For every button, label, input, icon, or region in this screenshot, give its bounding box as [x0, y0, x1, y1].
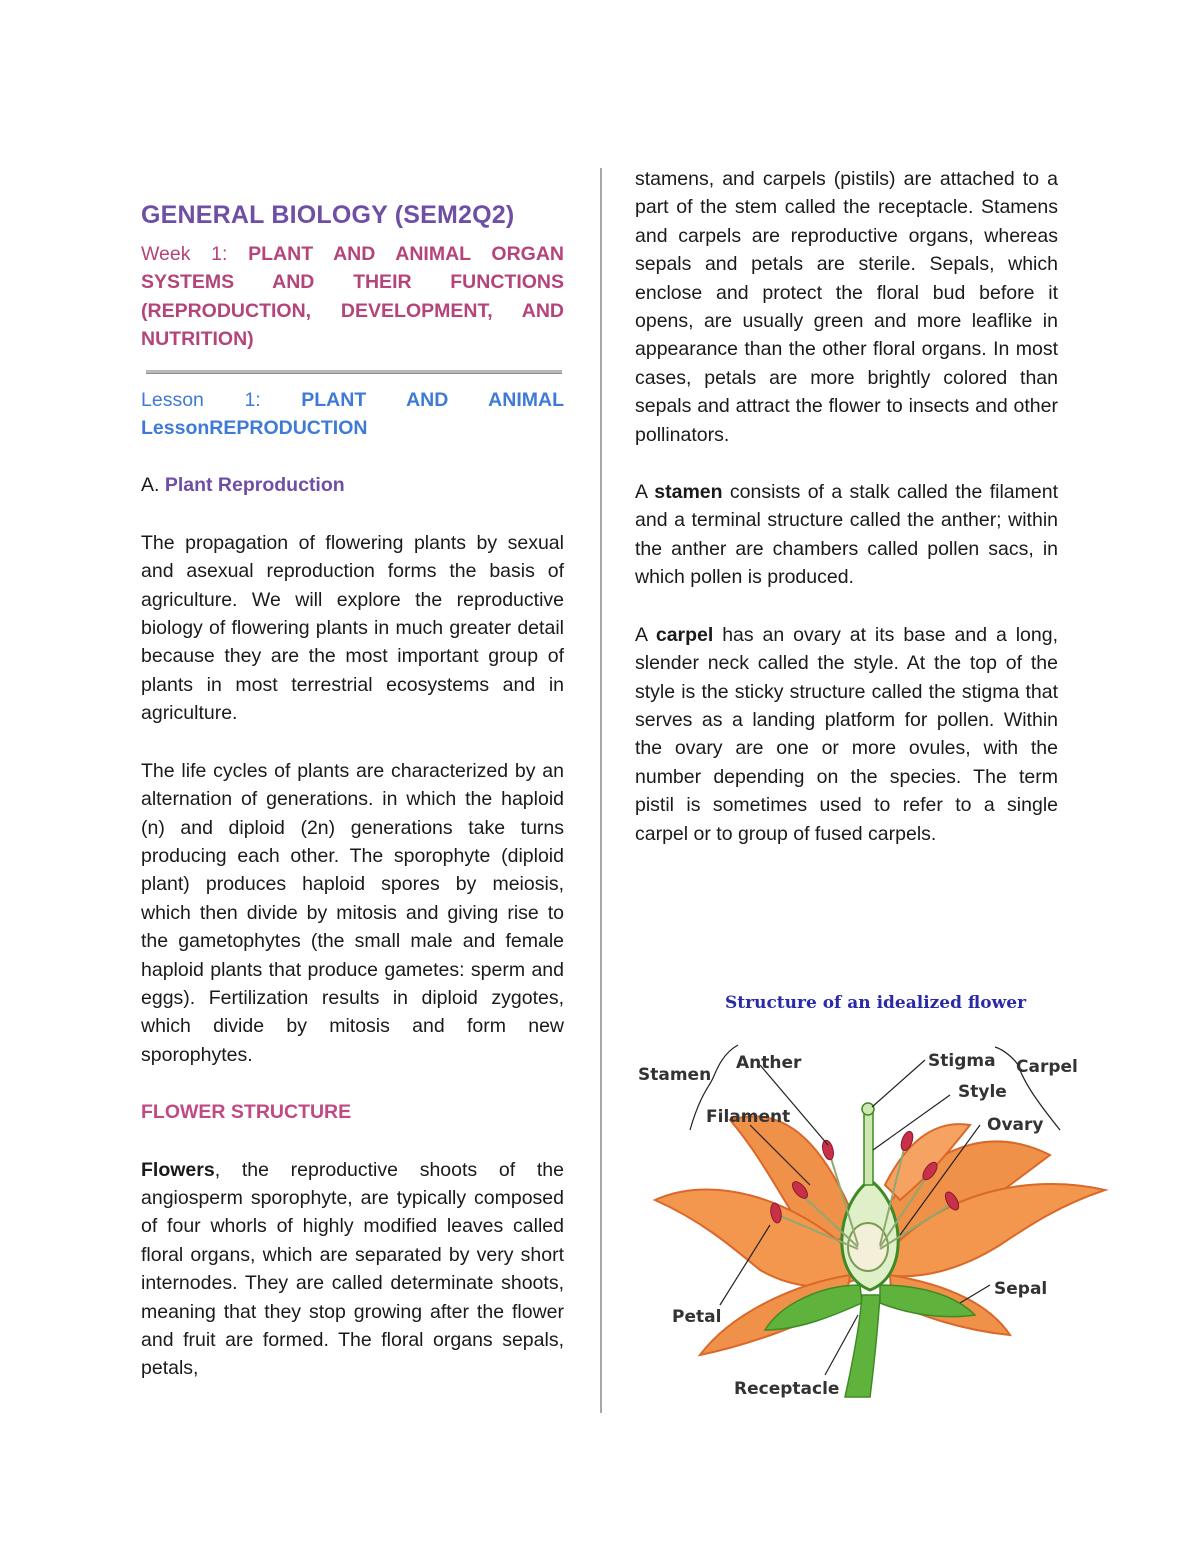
label-stigma: Stigma [928, 1051, 996, 1071]
week-heading [141, 240, 564, 354]
lesson-prefix: Lesson 1: [141, 388, 302, 411]
carpel-prefix: A [635, 623, 656, 646]
horizontal-rule [146, 370, 562, 374]
label-filament: Filament [706, 1107, 791, 1127]
paragraph-floral-organs: stamens, and carpels (pistils) are attached to a part of the stem called the receptacle. Stamens and carpels are reproductive organs, whereas sepals and petals are sterile. Sepals, which enclose and protect the floral bud before it opens, are usually green and more leaflike in appearance than the other floral organs. In most cases, petals are more brightly colored than sepals and attract the flower to insects and other pollinators. [635, 168, 1058, 446]
section-a-heading [141, 471, 564, 499]
flower-illustration [630, 985, 1110, 1405]
column-divider [600, 168, 602, 1413]
stigma [862, 1103, 874, 1115]
label-stamen: Stamen [638, 1065, 712, 1085]
paragraph-carpel [635, 621, 1058, 848]
section-a-prefix: A. [141, 474, 165, 497]
flowers-text: , the reproductive shoots of the angiosperm sporophyte, are typically composed of four whorls of highly modified leaves called floral organs, which are separated by very short internodes. They are called determinate shoots, meaning that they stop growing after the flower and fruit are formed. The floral organs sepals, petals, [141, 1158, 564, 1380]
flower-structure-heading: FLOWER STRUCTURE [141, 1101, 352, 1124]
label-petal: Petal [672, 1307, 722, 1327]
stamen-term: stamen [654, 481, 723, 504]
carpel-text: has an ovary at its base and a long, slender neck called the style. At the top of the style is the sticky structure called the stigma that serves as a landing platform for pollen. Within the ovary are one or more ovules, with the number depending on the species. The term pistil is sometimes used to refer to a single carpel or to group of fused carpels. [635, 623, 1058, 845]
label-sepal: Sepal [994, 1279, 1048, 1299]
label-style: Style [958, 1082, 1007, 1102]
stamen-prefix: A [635, 481, 655, 504]
carpel-term: carpel [655, 623, 714, 646]
label-carpel: Carpel [1016, 1057, 1078, 1077]
flowers-term: Flowers [141, 1158, 215, 1181]
figure-title: Structure of an idealized flower [725, 993, 1027, 1013]
label-receptacle: Receptacle [734, 1379, 840, 1399]
lesson-title: PLANT AND ANIMAL LessonREPRODUCTION [141, 388, 564, 440]
week-prefix: Week 1: [141, 243, 249, 265]
week-title: PLANT AND ANIMAL ORGAN SYSTEMS AND THEIR FUNCTIONS (REPRODUCTION, DEVELOPMENT, AND NUTRITION) [141, 243, 564, 351]
receptacle-stem [845, 1295, 880, 1397]
label-ovary: Ovary [987, 1115, 1044, 1135]
flower-diagram [630, 985, 1110, 1405]
style [864, 1113, 873, 1185]
lesson-heading [141, 386, 564, 443]
paragraph-life-cycles: The life cycles of plants are characterized by an alternation of generations. in which the haploid (n) and diploid (2n) generations take turns producing each other. The sporophyte (diploid plant) produces haploid spores by meiosis, which then divide by mitosis and giving rise to the gametophytes (the small male and female haploid plants that produce gametes: sperm and eggs). Fertilization results in diploid zygotes, which divide by mitosis and form new sporophytes. [141, 759, 564, 1066]
document-title: GENERAL BIOLOGY (SEM2Q2) [141, 201, 515, 229]
paragraph-stamen [635, 478, 1058, 592]
right-column [635, 165, 1058, 848]
label-anther: Anther [736, 1053, 802, 1073]
left-column [141, 198, 564, 1383]
paragraph-propagation: The propagation of flowering plants by sexual and asexual reproduction forms the basis of agriculture. We will explore the reproductive biology of flowering plants in much greater detail because they are the most important group of plants in most terrestrial ecosystems and in agriculture. [141, 531, 564, 725]
section-a-title: Plant Reproduction [164, 474, 345, 497]
stamen-text: consists of a stalk called the filament and a terminal structure called the anther; within the anther are chambers called pollen sacs, in which pollen is produced. [635, 481, 1058, 589]
paragraph-flowers [141, 1156, 564, 1383]
